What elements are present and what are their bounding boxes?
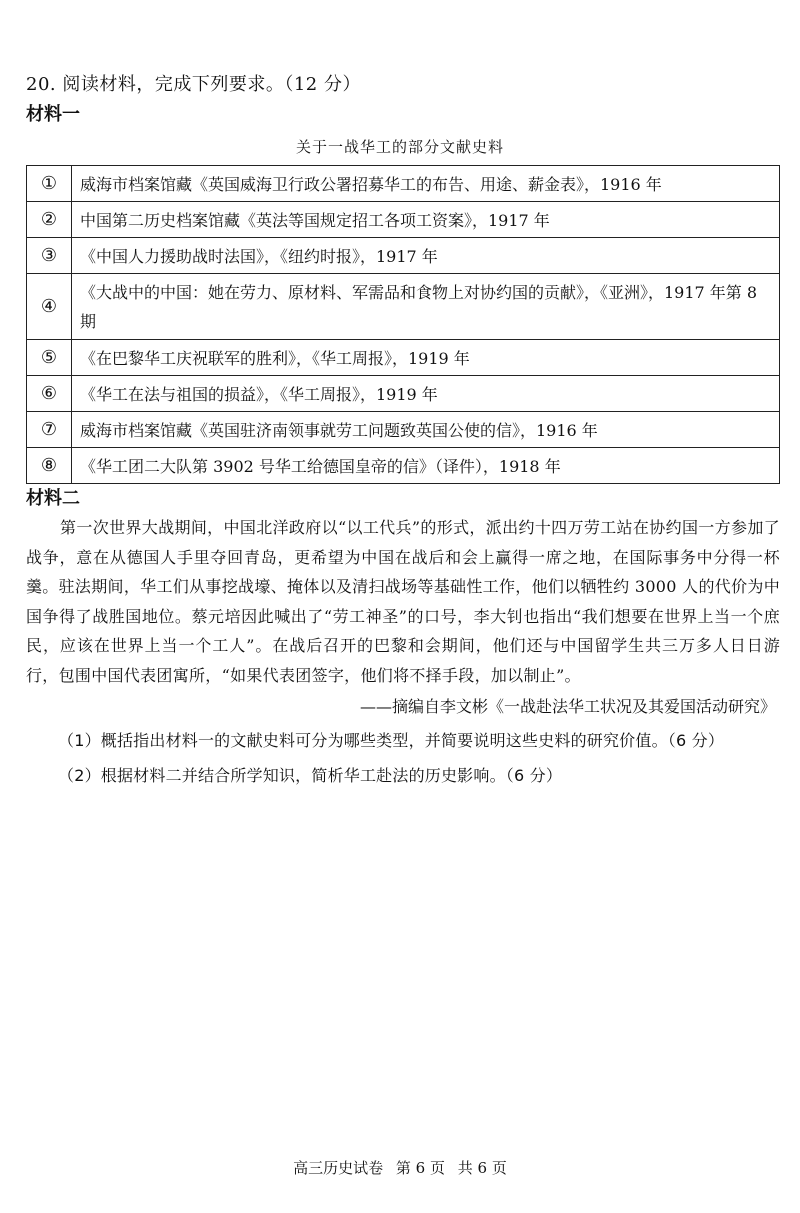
page-footer bbox=[0, 1157, 800, 1178]
sub-question-2: （2）根据材料二并结合所学知识，简析华工赴法的历史影响。（6 分） bbox=[58, 766, 563, 785]
table-caption: 关于一战华工的部分文献史料 bbox=[295, 138, 504, 156]
table-row bbox=[27, 166, 780, 202]
row-text: 《华工在法与祖国的损益》，《华工周报》，1919 年 bbox=[72, 376, 780, 412]
material2-heading: 材料二 bbox=[26, 488, 80, 509]
page-total: 共 6 页 bbox=[457, 1159, 507, 1177]
exam-name: 高三历史试卷 bbox=[293, 1159, 384, 1177]
table-row bbox=[27, 340, 780, 376]
row-text: 威海市档案馆藏《英国威海卫行政公署招募华工的布告、用途、薪金表》，1916 年 bbox=[72, 166, 780, 202]
row-number: ② bbox=[27, 202, 72, 238]
row-text: 《中国人力援助战时法国》，《纽约时报》，1917 年 bbox=[72, 238, 780, 274]
paragraph-text: 第一次世界大战期间，中国北洋政府以“以工代兵”的形式，派出约十四万劳工站在协约国一方参加了战争，意在从德国人手里夺回青岛，更希望为中国在战后和会上赢得一席之地，在国际事务中分得一杯羹。驻法期间，华工们从事挖战壕、掩体以及清扫战场等基础性工作，他们以牺牲约 3000 人的代价为中国争得了战胜国地位。蔡元培因此喊出了“劳工神圣”的口号，李大钊也指出“我们想要在世界上当一个庶民，应该在世界上当一个工人”。在战后召开的巴黎和会期间，他们还与中国留学生共三万多人日日游行，包围中国代表团寓所，“如果代表团签字，他们将不择手段，加以制止”。 bbox=[26, 518, 780, 685]
row-text: 《华工团二大队第 3902 号华工给德国皇帝的信》（译件），1918 年 bbox=[72, 448, 780, 484]
material1-heading: 材料一 bbox=[26, 104, 80, 125]
table-row bbox=[27, 202, 780, 238]
sub-question-1: （1）概括指出材料一的文献史料可分为哪些类型，并简要说明这些史料的研究价值。（6 分） bbox=[58, 731, 725, 750]
row-text: 中国第二历史档案馆藏《英法等国规定招工各项工资案》，1917 年 bbox=[72, 202, 780, 238]
table-row bbox=[27, 448, 780, 484]
row-text: 威海市档案馆藏《英国驻济南领事就劳工问题致英国公使的信》，1916 年 bbox=[72, 412, 780, 448]
table-row bbox=[27, 412, 780, 448]
document-table bbox=[26, 165, 780, 484]
row-number: ③ bbox=[27, 238, 72, 274]
table-row bbox=[27, 238, 780, 274]
source-citation: ——摘编自李文彬《一战赴法华工状况及其爱国活动研究》 bbox=[359, 697, 776, 716]
row-number: ⑦ bbox=[27, 412, 72, 448]
table-row bbox=[27, 376, 780, 412]
row-text: 《大战中的中国：她在劳力、原材料、军需品和食物上对协约国的贡献》，《亚洲》，1917 年第 8 期 bbox=[72, 274, 780, 340]
row-number: ④ bbox=[27, 274, 72, 340]
row-text: 《在巴黎华工庆祝联军的胜利》，《华工周报》，1919 年 bbox=[72, 340, 780, 376]
row-number: ⑤ bbox=[27, 340, 72, 376]
page-number: 第 6 页 bbox=[395, 1159, 445, 1177]
row-number: ⑧ bbox=[27, 448, 72, 484]
row-number: ① bbox=[27, 166, 72, 202]
table-row bbox=[27, 274, 780, 340]
row-number: ⑥ bbox=[27, 376, 72, 412]
question-title: 20. 阅读材料，完成下列要求。（12 分） bbox=[26, 74, 361, 95]
material2-paragraph bbox=[26, 513, 780, 690]
